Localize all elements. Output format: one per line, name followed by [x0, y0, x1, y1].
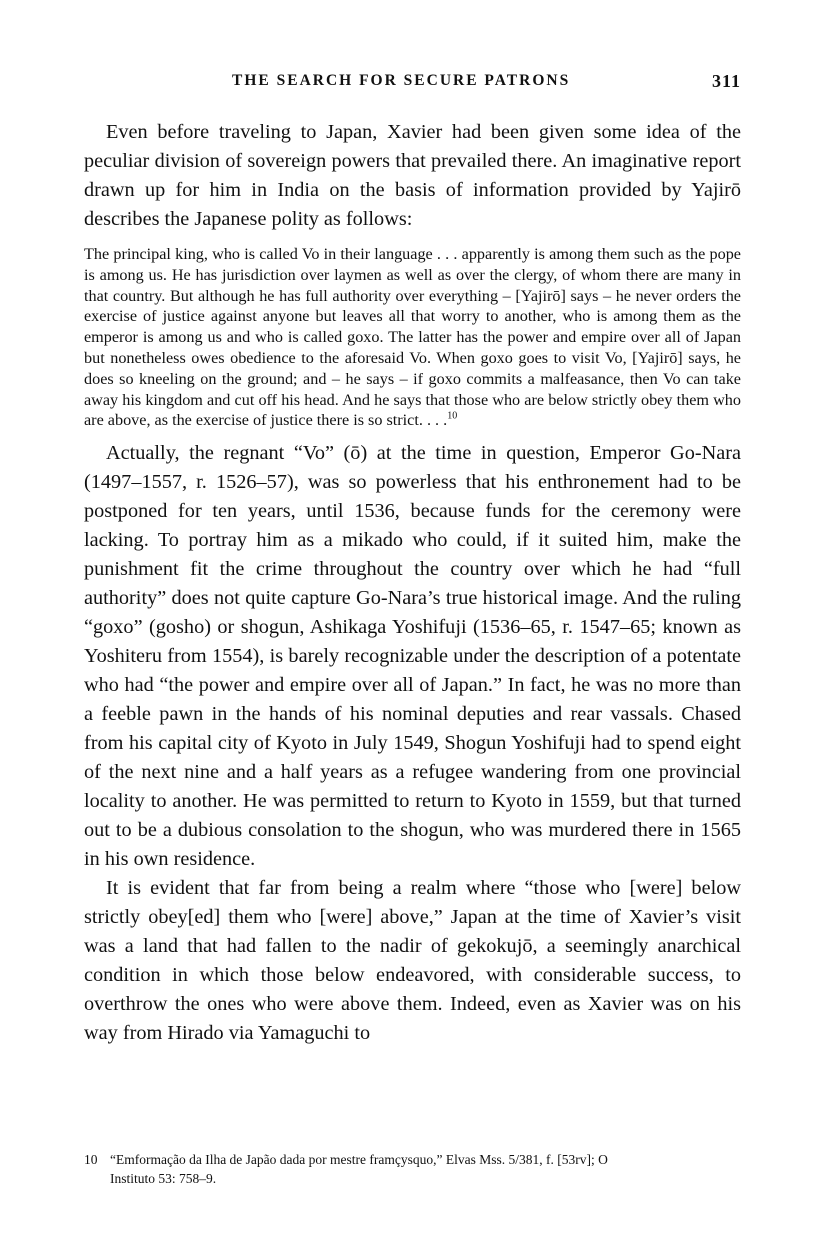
footnote-text-line-1: “Emformação da Ilha de Japão dada por mestre framçysquo,” Elvas Mss. 5/381, f. [53rv]; O: [110, 1152, 608, 1167]
block-quote: [84, 244, 741, 431]
paragraph: Actually, the regnant “Vo” (ō) at the time in question, Emperor Go-Nara (1497–1557, r. 1526–57), was so powerless that his enthronement had to be postponed for ten years, until 1536, because funds for the ceremony were lacking. To portray him as a mikado who could, if it suited him, make the punishment fit the crime throughout the country over which he had “full authority” does not quite capture Go-Nara’s true historical image. And the ruling “goxo” (gosho) or shogun, Ashikaga Yoshifuji (1536–65, r. 1547–65; known as Yoshiteru from 1554), is barely recognizable under the description of a potentate who had “the power and empire over all of Japan.” In fact, he was no more than a feeble pawn in the hands of his nominal deputies and rear vassals. Chased from his capital city of Kyoto in July 1549, Shogun Yoshifuji had to spend eight of the next nine and a half years as a refugee wandering from one provincial locality to another. He was permitted to return to Kyoto in 1559, but that turned out to be a dubious consolation to the shogun, who was murdered there in 1565 in his own residence.: [84, 442, 741, 871]
quote-text: The principal king, who is called Vo in their language . . . apparently is among them such as the pope is among us. He has jurisdiction over laymen as well as over the clergy, of whom there are many in that country. But although he has full authority over everything – [Yajirō] says – he never orders the exercise of justice against anyone but leaves all that worry to another, who is among them as the emperor is among us and who is called goxo. The latter has the power and empire over all of Japan but nonetheless owes obedience to the aforesaid Vo. When goxo goes to visit Vo, [Yajirō] says, he does so kneeling on the ground; and – he says – if goxo commits a malfeasance, then Vo can take away his kingdom and cut off his head. And he says that those who are below strictly obey them who are above, as the exercise of justice there is so strict. . . .: [84, 245, 741, 430]
paragraph: Even before traveling to Japan, Xavier had been given some idea of the peculiar division of sovereign powers that prevailed there. An imaginative report drawn up for him in India on the basis of information provided by Yajirō describes the Japanese polity as follows:: [84, 121, 741, 230]
footnote: [84, 1150, 741, 1188]
paragraph: It is evident that far from being a realm where “those who [were] below strictly obey[ed] them who [were] above,” Japan at the time of Xavier’s visit was a land that had fallen to the nadir of gekokujō, a seemingly anarchical condition in which those below endeavored, with considerable success, to overthrow the ones who were above them. Indeed, even as Xavier was on his way from Hirado via Yamaguchi to: [84, 877, 741, 1045]
footnote-number: 10: [84, 1152, 98, 1167]
body-text: [84, 118, 741, 1048]
footnote-text-line-2: Instituto 53: 758–9.: [110, 1171, 217, 1186]
page-number: 311: [711, 71, 741, 91]
running-head: THE SEARCH FOR SECURE PATRONS: [232, 72, 571, 89]
footnotes: [84, 1150, 741, 1188]
footnote-reference[interactable]: 10: [447, 410, 458, 422]
page-header: [84, 72, 741, 98]
